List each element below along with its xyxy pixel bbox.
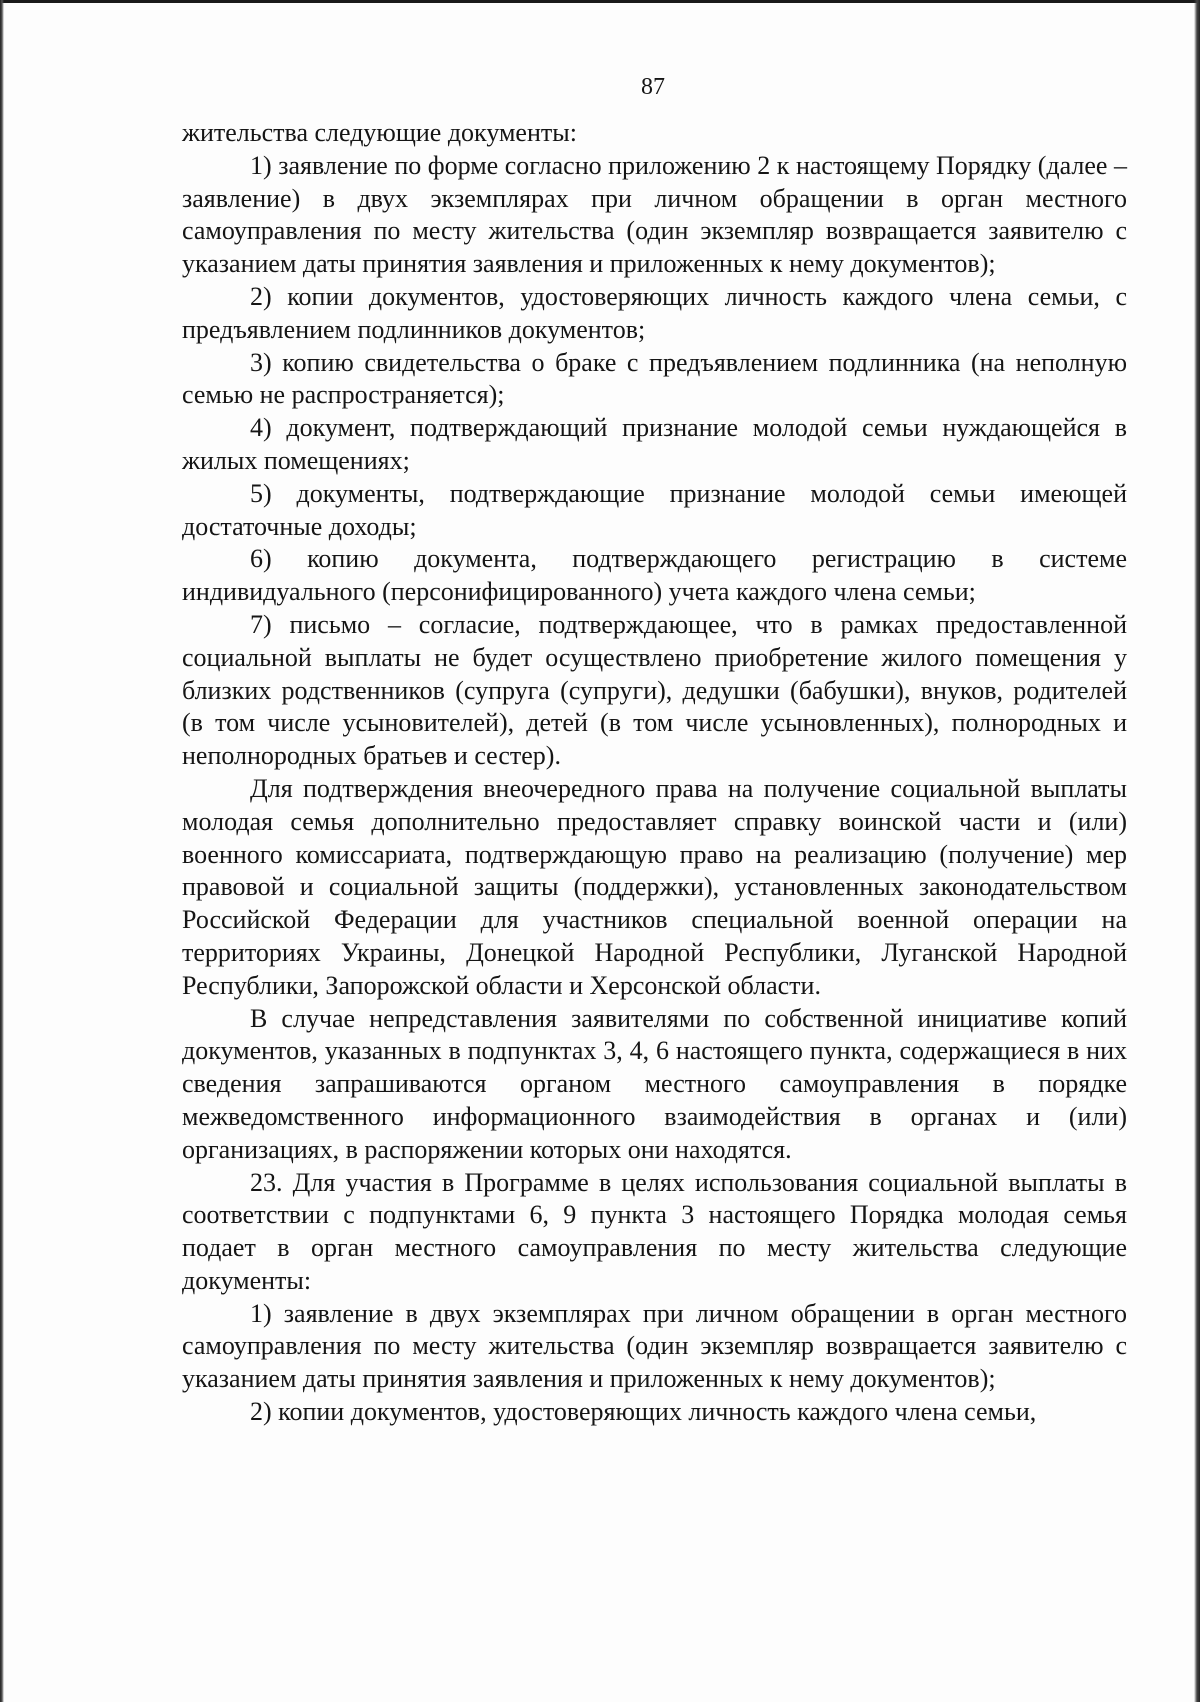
document-body [182, 117, 1127, 1429]
page-number: 87 [641, 74, 665, 100]
list-item-2-identity-copies: 2) копии документов, удостоверяющих личность каждого члена семьи, с предъявлением подлинников документов; [182, 281, 1127, 344]
clause-23-item-2: 2) копии документов, удостоверяющих личность каждого члена семьи, [250, 1397, 1037, 1427]
list-item-3-marriage-certificate: 3) копию свидетельства о браке с предъявлением подлинника (на неполную семью не распространяется); [182, 347, 1127, 410]
list-item-4-housing-need: 4) документ, подтверждающий признание молодой семьи нуждающейся в жилых помещениях; [182, 413, 1127, 475]
scan-right-edge [1194, 0, 1200, 1702]
list-item-6-registration: 6) копию документа, подтверждающего регистрацию в системе индивидуального (персонифицированного) учета каждого члена семьи; [182, 544, 1127, 607]
paragraph-priority-right: Для подтверждения внеочередного права на получение социальной выплаты молодая семья дополнительно предоставляет справку воинской части и (или) военного комиссариата, подтверждающую право на реализацию (получение) мер правовой и социальной защиты (поддержки), установленных законодательством Российской Федерации для участников специальной военной операции на территориях Украины, Донецкой Народной Республики, Луганской Народной Республики, Запорожской области и Херсонской области. [182, 773, 1127, 1000]
list-item-7-consent-letter: 7) письмо – согласие, подтверждающее, что в рамках предоставленной социальной выплаты не будет осуществлено приобретение жилого помещения у близких родственников (супруга (супруги), дедушки (бабушки), внуков, родителей (в том числе усыновителей), детей (в том числе усыновленных), полнородных и неполнородных братьев и сестер). [182, 609, 1127, 771]
list-item-5-income: 5) документы, подтверждающие признание молодой семьи имеющей достаточные доходы; [182, 478, 1127, 541]
scan-left-edge [0, 0, 4, 1702]
clause-23-item-1: 1) заявление в двух экземплярах при личном обращении в орган местного самоуправления по месту жительства (один экземпляр возвращается заявителю с указанием даты принятия заявления и приложенных к нему документов); [182, 1298, 1127, 1394]
scan-top-edge [0, 0, 1200, 3]
paragraph-interagency-request: В случае непредставления заявителями по собственной инициативе копий документов, указанных в подпунктах 3, 4, 6 настоящего пункта, содержащиеся в них сведения запрашиваются органом местного самоуправления в порядке межведомственного информационного взаимодействия в органах и (или) организациях, в распоряжении которых они находятся. [182, 1003, 1127, 1164]
list-item-1-application: 1) заявление по форме согласно приложению 2 к настоящему Порядку (далее – заявление) в двух экземплярах при личном обращении в орган местного самоуправления по месту жительства (один экземпляр возвращается заявителю с указанием даты принятия заявления и приложенных к нему документов); [182, 150, 1127, 279]
clause-23: 23. Для участия в Программе в целях использования социальной выплаты в соответствии с подпунктами 6, 9 пункта 3 настоящего Порядка молодая семья подает в орган местного самоуправления по месту жительства следующие документы: [182, 1167, 1127, 1295]
paragraph-continuation: жительства следующие документы: [182, 118, 577, 147]
